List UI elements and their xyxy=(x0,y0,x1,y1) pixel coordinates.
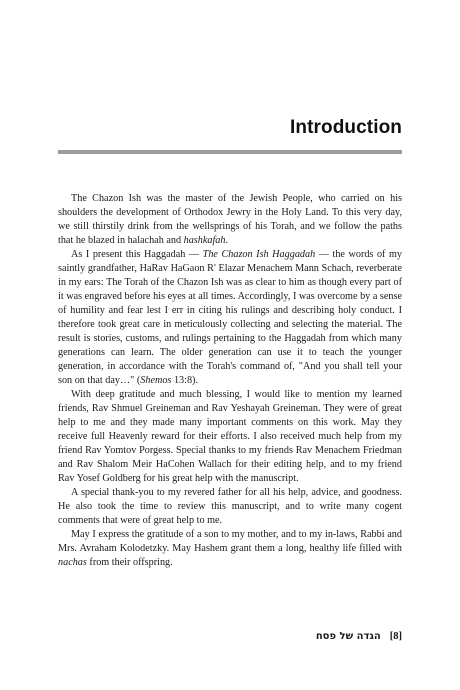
text-run-italic: nachas xyxy=(58,557,87,568)
text-run: A special thank-you to my revered father for all his help, advice, and goodness. He also took the time to review this manuscript, and to write many cogent comments that were of great help to me. xyxy=(58,487,402,526)
text-run: May I express the gratitude of a son to my mother, and to my in-laws, Rabbi and Mrs. Avraham Kolodetzky. May Hashem grant them a long, healthy life filled with xyxy=(58,529,402,554)
paragraph xyxy=(58,388,402,486)
paragraph xyxy=(58,192,402,248)
text-run-italic: Shemos xyxy=(140,375,172,386)
text-run-italic: hashkafah xyxy=(183,235,226,246)
title-rule xyxy=(58,150,402,154)
text-run: As I present this Haggadah — xyxy=(71,249,203,260)
text-run-italic: The Chazon Ish Haggadah xyxy=(202,249,316,260)
text-run: With deep gratitude and much blessing, I would like to mention my learned friends, Rav Shmuel Greineman and Rav Yeshayah Greineman. They were of great help to me and they made many important comments on this work. May they receive full Heavenly reward for their efforts. I also received much help from my friend Rav Yomtov Porgess. Special thanks to my friends Rav Menachem Friedman and Rav Shalom Meir HaCohen Wallach for their editing help, and to my friend Rav Yosef Goldberg for his great help with the manuscript. xyxy=(58,389,402,484)
paragraph xyxy=(58,486,402,528)
page-title: Introduction xyxy=(289,117,402,138)
paragraph xyxy=(58,248,402,388)
page-number: [8] xyxy=(389,631,402,642)
text-run: — the words of my saintly grandfather, HaRav HaGaon R' Elazar Menachem Mann Schach, reverberate in my ears: The Torah of the Chazon Ish was as clear to him as though every part of it was engraved before his eyes at all times. Accordingly, I was overcome by a sense of humility and fear lest I err in citing his rulings and describing holy conduct. I therefore took great care in meticulously collecting and selecting the material. The result is stories, customs, and rulings pertaining to the Haggadah from which many generations can learn. The older generation can use it to teach the younger generation, in accordance with the Torah's command of, "And you shall tell your son on that day…" ( xyxy=(58,249,402,386)
text-run: 13:8). xyxy=(171,375,198,386)
text-run: . xyxy=(225,235,229,246)
text-run: from their offspring. xyxy=(86,557,173,568)
running-title: הגדה של פסח xyxy=(315,631,381,642)
body-text xyxy=(58,192,402,570)
page-footer xyxy=(316,631,402,642)
text-run: The Chazon Ish was the master of the Jewish People, who carried on his shoulders the development of Orthodox Jewry in the Holy Land. To this very day, we still thirstily drink from the wellsprings of his Torah, and we follow the paths that he blazed in halachah and xyxy=(58,193,402,246)
paragraph xyxy=(58,528,402,570)
